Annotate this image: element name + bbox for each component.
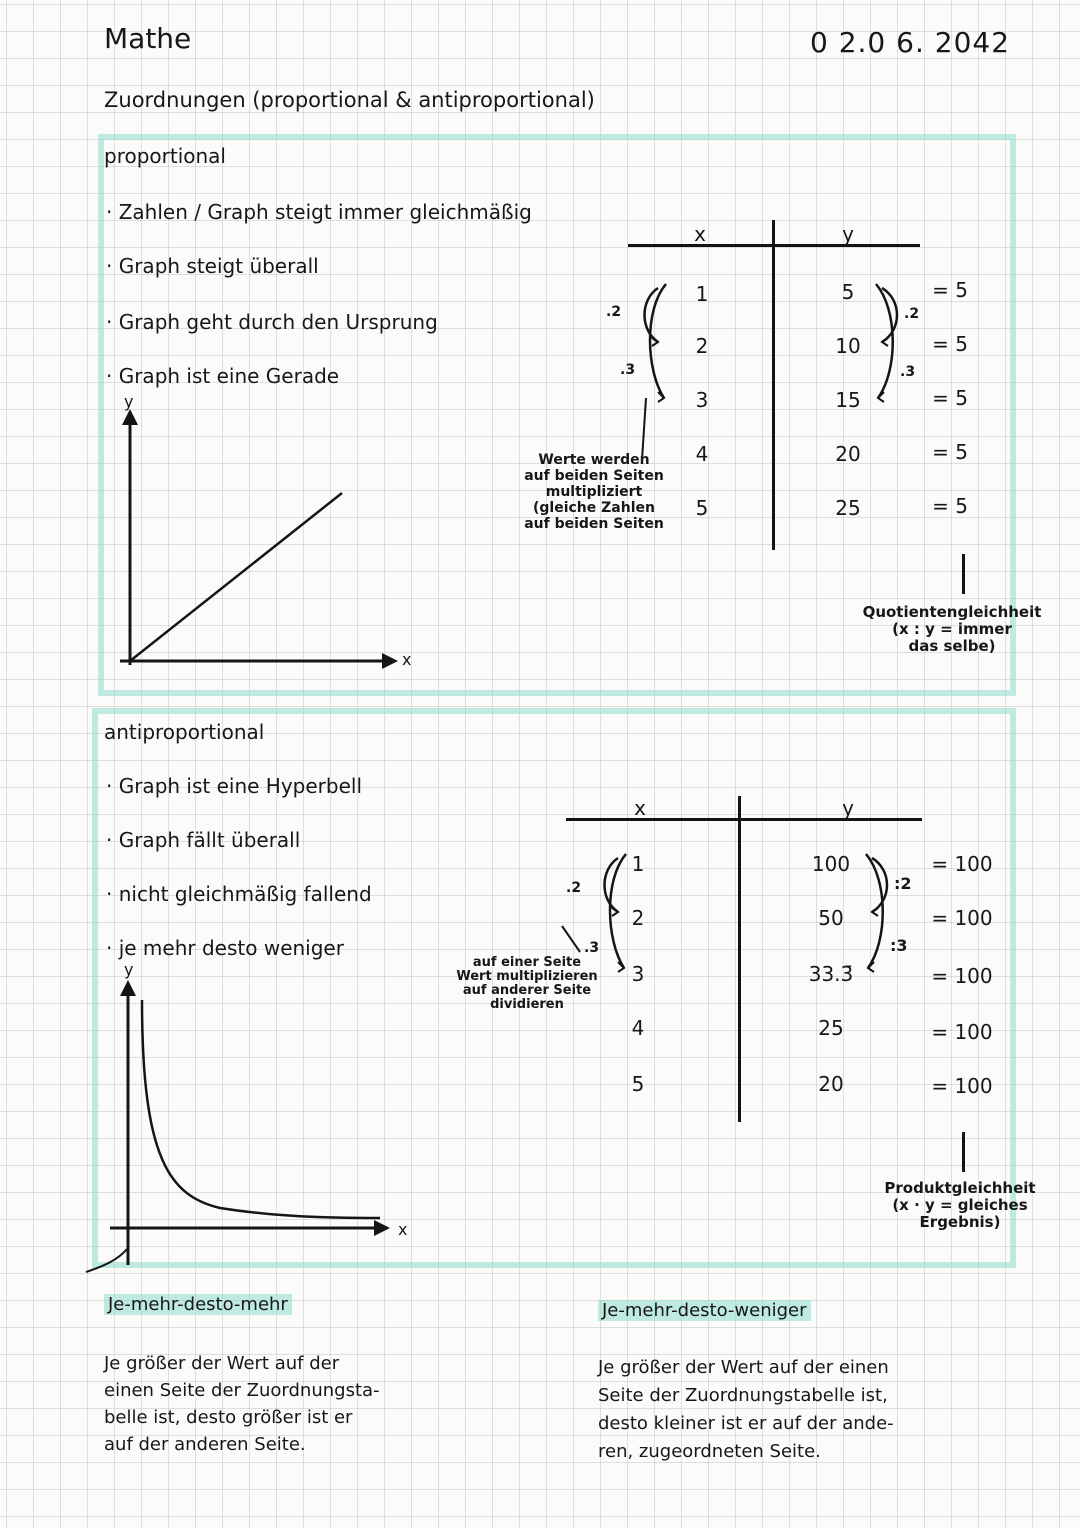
prop-y-header: y	[842, 222, 854, 246]
prop-note-line-5: auf beiden Seiten	[524, 516, 664, 532]
anti-y-label: y	[124, 960, 134, 979]
anti-bullet-2: · Graph fällt überall	[106, 828, 301, 852]
anti-note-line-2: Wert multiplizieren	[456, 969, 598, 984]
bottom-right-line-2: Seite der Zuordnungstabelle ist,	[598, 1385, 888, 1406]
anti-right-arrow-2: :3	[890, 936, 908, 955]
prop-table-vline	[772, 220, 775, 550]
prop-right-arrows	[870, 280, 930, 410]
prop-y-arrow	[122, 409, 138, 425]
prop-line	[130, 493, 342, 661]
prop-quot-1: = 5	[932, 278, 968, 302]
anti-result-line-1: Produktgleichheit	[884, 1179, 1036, 1197]
prop-note	[494, 452, 694, 532]
prop-left-arrow-1: .2	[606, 304, 622, 320]
prop-note-line-3: multipliziert	[545, 484, 643, 500]
prop-x-3: 3	[695, 388, 709, 412]
anti-prod-1: = 100	[931, 852, 993, 876]
topic-title: Zuordnungen (proportional & antiproportional)	[104, 88, 595, 112]
prop-note-line-4: (gleiche Zahlen	[533, 500, 655, 516]
anti-bullet-4: · je mehr desto weniger	[106, 936, 344, 960]
bottom-left-text	[104, 1350, 380, 1458]
bottom-left-heading	[104, 1294, 292, 1315]
anti-right-arrow-1: :2	[894, 874, 912, 893]
anti-table-vline	[738, 796, 741, 1122]
anti-right-arrows	[860, 850, 920, 980]
anti-result-line-3: Ergebnis)	[919, 1213, 1001, 1231]
anti-bullet-1: · Graph ist eine Hyperbell	[106, 774, 363, 798]
bottom-right-heading-text: Je-mehr-desto-weniger	[598, 1300, 811, 1321]
anti-result-line-2: (x · y = gleiches	[892, 1196, 1028, 1214]
prop-result-line-1: Quotientengleichheit	[862, 603, 1042, 621]
anti-y-header: y	[842, 796, 854, 820]
anti-x-label: x	[398, 1220, 408, 1239]
prop-note-line-1: Werte werden	[538, 452, 650, 468]
anti-prod-3: = 100	[931, 964, 993, 988]
bottom-left-heading-text: Je-mehr-desto-mehr	[104, 1294, 292, 1315]
anti-y-arrow	[120, 980, 136, 996]
prop-quot-4: = 5	[932, 440, 968, 464]
anti-hyperbola	[142, 1000, 380, 1218]
prop-quot-2: = 5	[932, 332, 968, 356]
prop-y-3: 15	[835, 388, 861, 412]
bottom-right-line-4: ren, zugeordneten Seite.	[598, 1441, 821, 1462]
anti-x-header: x	[634, 796, 646, 820]
prop-y-4: 20	[835, 442, 861, 466]
prop-x-1: 1	[695, 282, 709, 306]
anti-y-4: 25	[818, 1016, 844, 1040]
anti-x-1: 1	[631, 852, 645, 876]
prop-x-2: 2	[695, 334, 709, 358]
bottom-right-line-1: Je größer der Wert auf der einen	[598, 1357, 889, 1378]
prop-result	[832, 604, 1072, 655]
prop-result-line-2: (x : y = immer	[892, 620, 1012, 638]
bottom-right-heading	[598, 1300, 811, 1321]
anti-note	[422, 956, 632, 1012]
prop-right-arrow-1: .2	[904, 306, 920, 322]
prop-y-label: y	[124, 392, 134, 411]
anti-x-5: 5	[631, 1072, 645, 1096]
prop-note-line-2: auf beiden Seiten	[524, 468, 664, 484]
proportional-graph	[100, 395, 430, 685]
anti-x-2: 2	[631, 906, 645, 930]
bottom-left-line-3: belle ist, desto größer ist er	[104, 1407, 353, 1428]
prop-bullet-4: · Graph ist eine Gerade	[106, 364, 340, 388]
anti-x-4: 4	[631, 1016, 645, 1040]
bottom-right-text	[598, 1354, 894, 1466]
anti-note-line-3: auf anderer Seite	[462, 983, 592, 998]
prop-left-arrows	[600, 280, 690, 410]
anti-x-arrow	[374, 1220, 390, 1236]
anti-left-arrow-1: .2	[566, 880, 582, 896]
bottom-left-line-1: Je größer der Wert auf der	[104, 1353, 340, 1374]
anti-prod-4: = 100	[931, 1020, 993, 1044]
anti-x-3: 3	[631, 962, 645, 986]
bottom-right-line-3: desto kleiner ist er auf der ande-	[598, 1413, 894, 1434]
antiproportional-heading: antiproportional	[104, 720, 265, 744]
anti-bullet-3: · nicht gleichmäßig fallend	[106, 882, 372, 906]
prop-right-arrow-2: .3	[900, 364, 916, 380]
prop-x-4: 4	[695, 442, 709, 466]
anti-y-1: 100	[811, 852, 851, 876]
prop-y-2: 10	[835, 334, 861, 358]
prop-bullet-3: · Graph geht durch den Ursprung	[106, 310, 438, 334]
prop-result-line-3: das selbe)	[908, 637, 996, 655]
anti-table-hline	[566, 818, 922, 821]
proportional-heading: proportional	[104, 144, 226, 168]
anti-result-tick	[962, 1132, 965, 1172]
bottom-left-line-2: einen Seite der Zuordnungsta-	[104, 1380, 380, 1401]
bottom-left-line-4: auf der anderen Seite.	[104, 1434, 306, 1455]
antiproportional-graph	[80, 960, 420, 1280]
prop-y-1: 5	[841, 280, 855, 304]
prop-x-header: x	[694, 222, 706, 246]
anti-prod-5: = 100	[931, 1074, 993, 1098]
prop-bullet-2: · Graph steigt überall	[106, 254, 319, 278]
prop-quot-3: = 5	[932, 386, 968, 410]
prop-left-arrow-2: .3	[620, 362, 636, 378]
prop-x-arrow	[382, 653, 398, 669]
anti-y-3: 33.3̄	[808, 962, 854, 986]
anti-result	[862, 1180, 1058, 1231]
anti-note-line-4: dividieren	[490, 997, 564, 1012]
anti-prod-2: = 100	[931, 906, 993, 930]
anti-note-line-1: auf einer Seite	[472, 955, 582, 970]
anti-y-2: 50	[818, 906, 844, 930]
prop-quot-5: = 5	[932, 494, 968, 518]
anti-y-5: 20	[818, 1072, 844, 1096]
prop-y-5: 25	[835, 496, 861, 520]
prop-x-5: 5	[695, 496, 709, 520]
prop-x-label: x	[402, 650, 412, 669]
prop-result-tick	[962, 554, 965, 594]
anti-left-arrow-2: .3	[584, 940, 600, 956]
date: 0 2.0 6. 2042	[810, 26, 1011, 59]
subject-title: Mathe	[104, 22, 192, 55]
prop-bullet-1: · Zahlen / Graph steigt immer gleichmäßig	[106, 200, 532, 224]
